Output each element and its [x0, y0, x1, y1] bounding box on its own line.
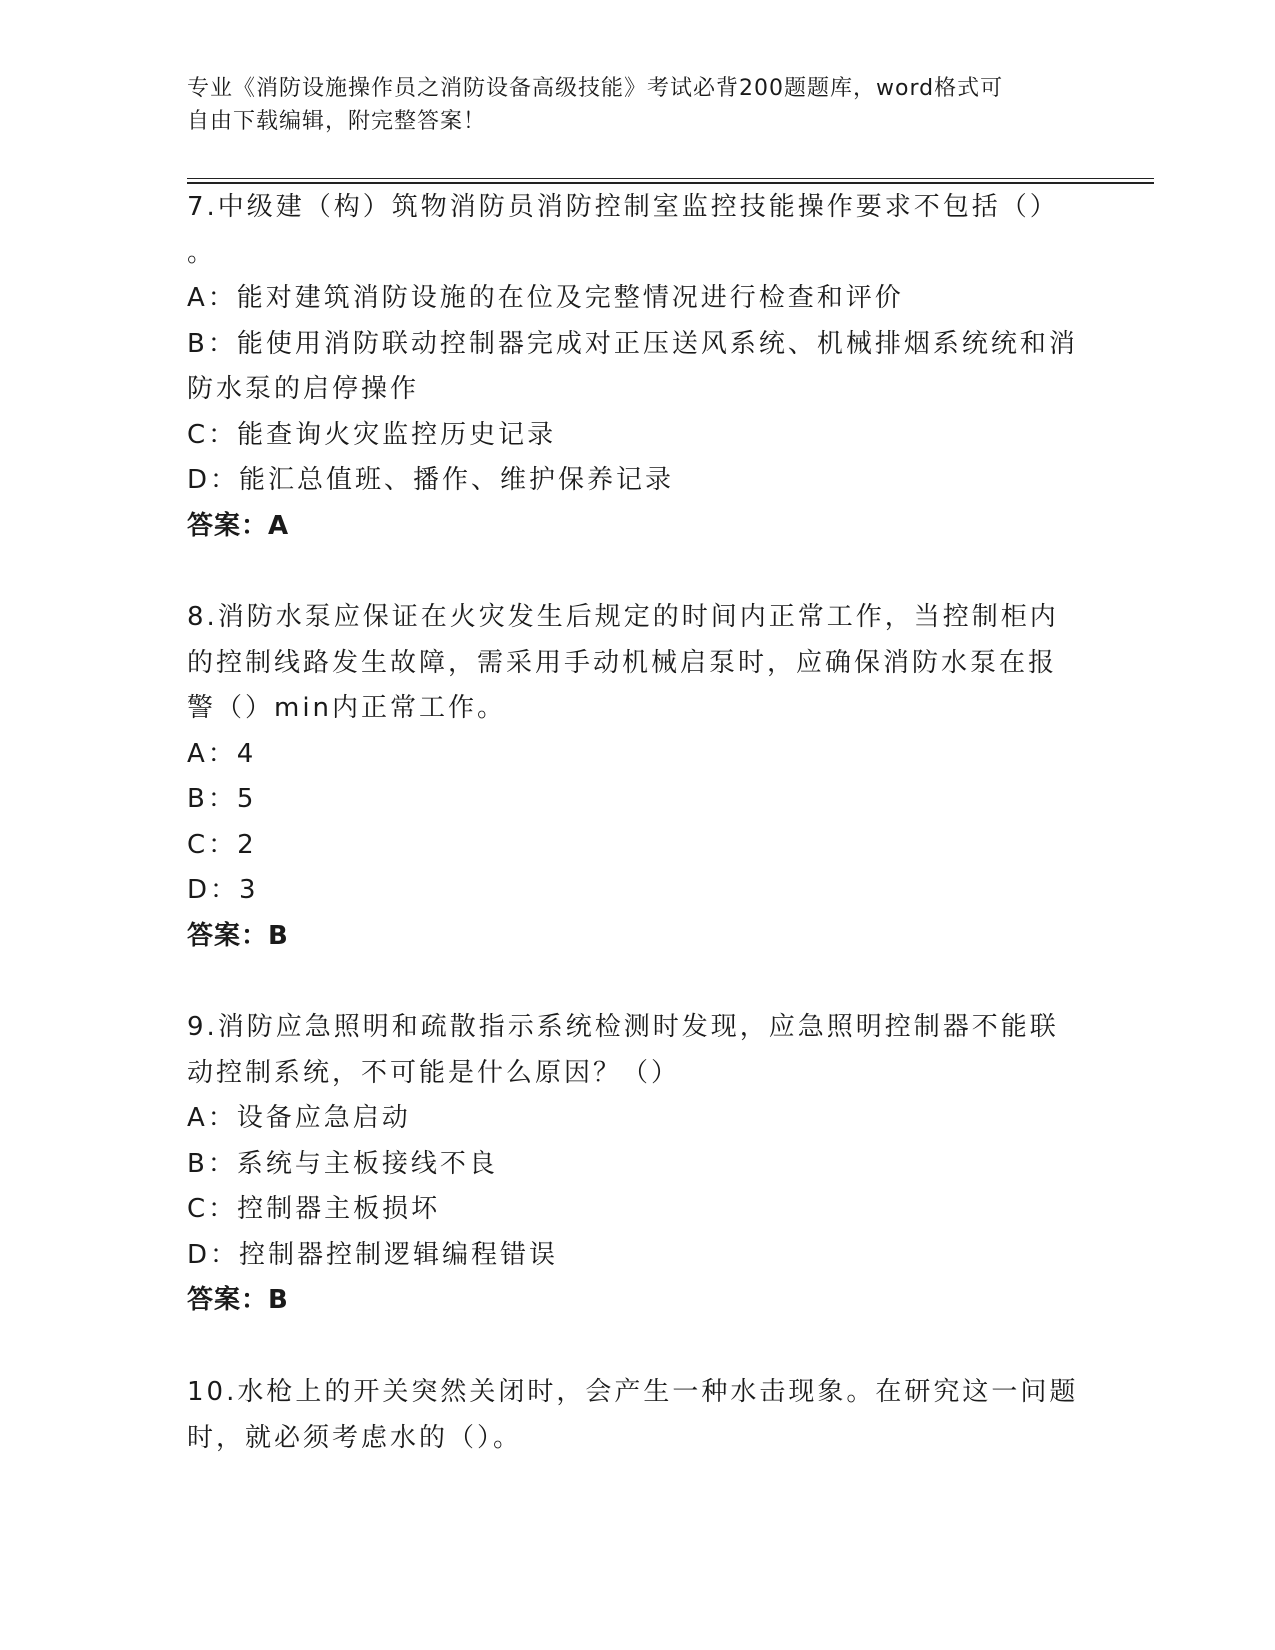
question-text-line: 8.消防水泵应保证在火灾发生后规定的时间内正常工作，当控制柜内	[187, 602, 1059, 632]
answer-label: 答案：B	[187, 1285, 289, 1315]
option-d: D：3	[187, 875, 259, 905]
question-text-line: 警（）min内正常工作。	[187, 693, 507, 723]
answer-label: 答案：B	[187, 920, 289, 951]
option-b: B：5	[187, 784, 257, 814]
header-line-2: 自由下载编辑，附完整答案！	[187, 109, 487, 134]
option-c: C：控制器主板损坏	[187, 1194, 441, 1224]
option-a: A：能对建筑消防设施的在位及完整情况进行检查和评价	[187, 283, 904, 313]
option-b: B：能使用消防联动控制器完成对正压送风系统、机械排烟系统统和消	[187, 328, 1078, 359]
option-d: D：控制器控制逻辑编程错误	[187, 1239, 559, 1270]
question-text-line: 的控制线路发生故障，需采用手动机械启泵时，应确保消防水泵在报	[187, 647, 1058, 678]
question-text-line: 动控制系统，不可能是什么原因？（）	[187, 1057, 681, 1088]
question-8	[187, 595, 1087, 959]
option-d: D：能汇总值班、播作、维护保养记录	[187, 465, 675, 495]
answer-label: 答案：A	[187, 510, 290, 541]
header-divider-thick	[187, 182, 1154, 184]
question-9	[187, 1005, 1087, 1324]
question-10	[187, 1370, 1087, 1461]
question-text-line: 10.水枪上的开关突然关闭时，会产生一种水击现象。在研究这一问题	[187, 1377, 1079, 1407]
option-a: A：设备应急启动	[187, 1103, 411, 1133]
option-b-continued: 防水泵的启停操作	[187, 374, 420, 404]
option-c: C：能查询火灾监控历史记录	[187, 419, 557, 450]
document-header	[187, 72, 1067, 138]
header-line-1: 专业《消防设施操作员之消防设备高级技能》考试必背200题题库，word格式可	[187, 76, 1004, 101]
option-c: C：2	[187, 829, 257, 860]
option-a: A：4	[187, 738, 257, 769]
question-text-line: 时，就必须考虑水的（）。	[187, 1422, 523, 1453]
question-text-line: 7.中级建（构）筑物消防员消防控制室监控技能操作要求不包括（）	[187, 192, 1059, 222]
question-text-line: 。	[187, 237, 217, 268]
question-text-line: 9.消防应急照明和疏散指示系统检测时发现，应急照明控制器不能联	[187, 1012, 1059, 1042]
header-divider-thin	[187, 178, 1154, 179]
question-7	[187, 185, 1087, 549]
option-b: B：系统与主板接线不良	[187, 1148, 498, 1179]
